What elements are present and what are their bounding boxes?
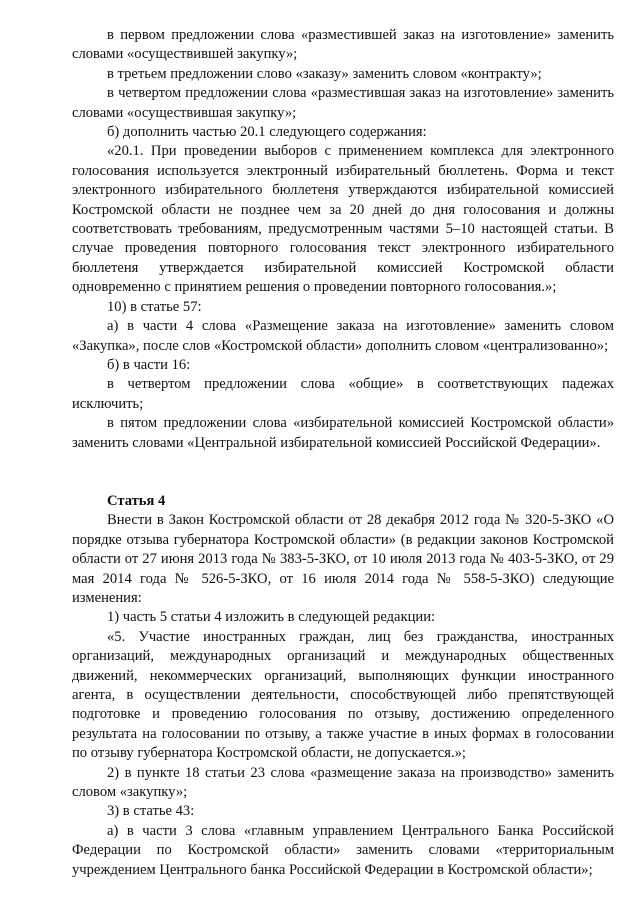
paragraph: 3) в статье 43:	[107, 803, 195, 820]
paragraph: 2) в пункте 18 статьи 23 слова «размещение заказа на производство» заменить словом «закупку»;	[72, 764, 614, 801]
paragraph: 1) часть 5 статьи 4 изложить в следующей редакции:	[107, 609, 436, 626]
paragraph: «20.1. При проведении выборов с применением комплекса для электронного голосования используется электронный избирательный бюллетень. Форма и текст электронного избирательного бюллетеня утверждаются избирательной комиссией Костромской области не позднее чем за 20 дней до дня голосования и должны соответствовать требованиям, предусмотренным частями 5–10 настоящей статьи. В случае проведения повторного голосования текст электронного избирательного бюллетеня утверждается избирательной комиссией Костромской области одновременно с принятием решения о проведении повторного голосования.»;	[72, 143, 614, 296]
paragraph: в четвертом предложении слова «общие» в соответствующих падежах исключить;	[72, 376, 614, 412]
paragraph: «5. Участие иностранных граждан, лиц без гражданства, иностранных организаций, международных организаций и международных общественных движений, некоммерческих организаций, выполняющих функции иностранного агента, в осуществлении деятельности, способствующей либо препятствующей подготовке и проведению голосования по отзыву, достижению определенного результата на голосовании по отзыву, а также участие в иных формах в голосовании по отзыву губернатора Костромской области, не допускается.»;	[72, 628, 614, 762]
paragraph: б) дополнить частью 20.1 следующего содержания:	[107, 124, 427, 141]
paragraph: б) в части 16:	[107, 356, 191, 373]
paragraph: в третьем предложении слово «заказу» заменить словом «контракту»;	[107, 65, 542, 82]
paragraph: в пятом предложении слова «избирательной комиссией Костромской области» заменить словами «Центральной избирательной комиссией Российской Федерации».	[72, 415, 614, 451]
paragraph: в четвертом предложении слова «разместившая заказ на изготовление» заменить словами «осуществившая закупку»;	[72, 85, 614, 121]
document-body	[72, 26, 614, 880]
paragraph: Внести в Закон Костромской области от 28 декабря 2012 года № 320-5-ЗКО «О порядке отзыва губернатора Костромской области» (в редакции законов Костромской области от 27 июня 2013 года № 383-5-ЗКО, от 10 июля 2013 года № 403-5-ЗКО, от 29 мая 2014 года № 526-5-ЗКО, от 16 июля 2014 года № 558-5-ЗКО) следующие изменения:	[72, 512, 614, 606]
paragraph: в первом предложении слова «разместившей заказ на изготовление» заменить словами «осуществившей закупку»;	[72, 27, 614, 63]
paragraph: 10) в статье 57:	[107, 298, 202, 315]
paragraph: а) в части 3 слова «главным управлением Центрального Банка Российской Федерации по Костромской области» заменить словами «территориальным учреждением Центрального банка Российской Федерации в Костромской области»;	[72, 822, 614, 878]
section-spacer	[72, 453, 614, 492]
paragraph: а) в части 4 слова «Размещение заказа на изготовление» заменить словом «Закупка», после слов «Костромской области» дополнить словом «централизованно»;	[72, 318, 614, 354]
article-heading: Статья 4	[107, 492, 166, 509]
